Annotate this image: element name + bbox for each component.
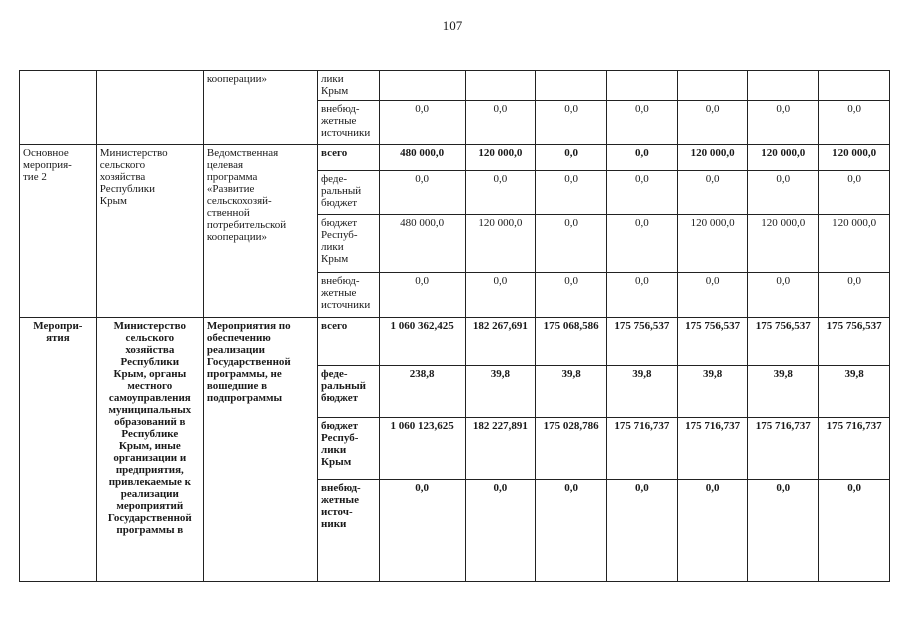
value-cell: 175 756,537 bbox=[819, 318, 890, 366]
executor-cell: Министерство сельского хозяйства Республики Крым, органы местного самоуправления муниципальных образований в Республике Крым, иные организации и предприятия, привлекаемые к реализации мероприятий Государственной программы в bbox=[96, 318, 203, 582]
value-cell: 0,0 bbox=[536, 215, 607, 273]
value-cell: 175 068,586 bbox=[536, 318, 607, 366]
value-cell: 1 060 362,425 bbox=[379, 318, 465, 366]
value-cell: 0,0 bbox=[819, 480, 890, 582]
value-cell: 120 000,0 bbox=[748, 215, 819, 273]
value-cell: 480 000,0 bbox=[379, 145, 465, 171]
table-row bbox=[20, 71, 890, 101]
source-cell: внебюд- жетные источ- ники bbox=[318, 480, 380, 582]
value-cell: 0,0 bbox=[465, 101, 536, 145]
value-cell: 0,0 bbox=[536, 171, 607, 215]
program-cell: Мероприятия по обеспечению реализации Государственной программы, не вошедшие в подпрограммы bbox=[203, 318, 317, 582]
value-cell: 0,0 bbox=[465, 171, 536, 215]
value-cell: 0,0 bbox=[606, 480, 677, 582]
activity-name-cell: Основное мероприя- тие 2 bbox=[20, 145, 97, 318]
value-cell: 0,0 bbox=[677, 480, 748, 582]
value-cell: 0,0 bbox=[677, 273, 748, 318]
executor-cell: Министерство сельского хозяйства Республики Крым bbox=[96, 145, 203, 318]
source-cell: феде- ральный бюджет bbox=[318, 171, 380, 215]
value-cell: 0,0 bbox=[819, 101, 890, 145]
value-cell: 0,0 bbox=[677, 101, 748, 145]
value-cell: 175 716,737 bbox=[606, 418, 677, 480]
value-cell: 120 000,0 bbox=[819, 145, 890, 171]
budget-table bbox=[19, 70, 890, 582]
program-cell: Ведомственная целевая программа «Развитие сельскохозяй- ственной потребительской кооперации» bbox=[203, 145, 317, 318]
value-cell: 0,0 bbox=[379, 273, 465, 318]
table-row bbox=[20, 318, 890, 366]
value-cell: 0,0 bbox=[379, 480, 465, 582]
value-cell: 0,0 bbox=[465, 480, 536, 582]
value-cell: 0,0 bbox=[379, 171, 465, 215]
value-cell: 0,0 bbox=[748, 480, 819, 582]
value-cell: 39,8 bbox=[748, 366, 819, 418]
value-cell: 120 000,0 bbox=[465, 215, 536, 273]
value-cell: 0,0 bbox=[606, 273, 677, 318]
source-cell: всего bbox=[318, 318, 380, 366]
source-cell: бюджет Респуб- лики Крым bbox=[318, 418, 380, 480]
value-cell: 0,0 bbox=[536, 101, 607, 145]
value-cell: 0,0 bbox=[819, 273, 890, 318]
value-cell: 0,0 bbox=[748, 101, 819, 145]
activity-name-cell bbox=[20, 71, 97, 145]
program-cell: кооперации» bbox=[203, 71, 317, 145]
value-cell: 39,8 bbox=[606, 366, 677, 418]
value-cell: 175 716,737 bbox=[677, 418, 748, 480]
value-cell: 182 227,891 bbox=[465, 418, 536, 480]
value-cell: 0,0 bbox=[606, 145, 677, 171]
source-cell: внебюд- жетные источники bbox=[318, 273, 380, 318]
value-cell: 175 716,737 bbox=[748, 418, 819, 480]
executor-cell bbox=[96, 71, 203, 145]
value-cell: 120 000,0 bbox=[677, 145, 748, 171]
source-cell: бюджет Респуб- лики Крым bbox=[318, 215, 380, 273]
value-cell: 175 028,786 bbox=[536, 418, 607, 480]
value-cell: 0,0 bbox=[606, 101, 677, 145]
value-cell: 238,8 bbox=[379, 366, 465, 418]
source-cell: феде- ральный бюджет bbox=[318, 366, 380, 418]
value-cell: 39,8 bbox=[465, 366, 536, 418]
page-number: 107 bbox=[442, 18, 463, 33]
value-cell: 39,8 bbox=[677, 366, 748, 418]
value-cell: 175 756,537 bbox=[606, 318, 677, 366]
value-cell: 0,0 bbox=[677, 171, 748, 215]
source-cell: лики Крым bbox=[318, 71, 380, 101]
value-cell: 175 756,537 bbox=[677, 318, 748, 366]
value-cell: 0,0 bbox=[606, 171, 677, 215]
value-cell: 120 000,0 bbox=[465, 145, 536, 171]
value-cell: 120 000,0 bbox=[748, 145, 819, 171]
value-cell: 0,0 bbox=[819, 171, 890, 215]
value-cell: 0,0 bbox=[748, 171, 819, 215]
value-cell: 480 000,0 bbox=[379, 215, 465, 273]
value-cell: 0,0 bbox=[536, 145, 607, 171]
value-cell: 0,0 bbox=[536, 273, 607, 318]
value-cell: 120 000,0 bbox=[819, 215, 890, 273]
value-cell: 0,0 bbox=[606, 215, 677, 273]
activity-name-cell: Меропри- ятия bbox=[20, 318, 97, 582]
value-cell: 39,8 bbox=[536, 366, 607, 418]
value-cell: 0,0 bbox=[379, 101, 465, 145]
value-cell: 175 756,537 bbox=[748, 318, 819, 366]
value-cell: 120 000,0 bbox=[677, 215, 748, 273]
value-cell: 1 060 123,625 bbox=[379, 418, 465, 480]
table-row bbox=[20, 145, 890, 171]
value-cell: 0,0 bbox=[748, 273, 819, 318]
value-cell: 0,0 bbox=[465, 273, 536, 318]
source-cell: внебюд- жетные источники bbox=[318, 101, 380, 145]
source-cell: всего bbox=[318, 145, 380, 171]
value-cell: 175 716,737 bbox=[819, 418, 890, 480]
value-cell: 39,8 bbox=[819, 366, 890, 418]
value-cell: 0,0 bbox=[536, 480, 607, 582]
value-cell: 182 267,691 bbox=[465, 318, 536, 366]
